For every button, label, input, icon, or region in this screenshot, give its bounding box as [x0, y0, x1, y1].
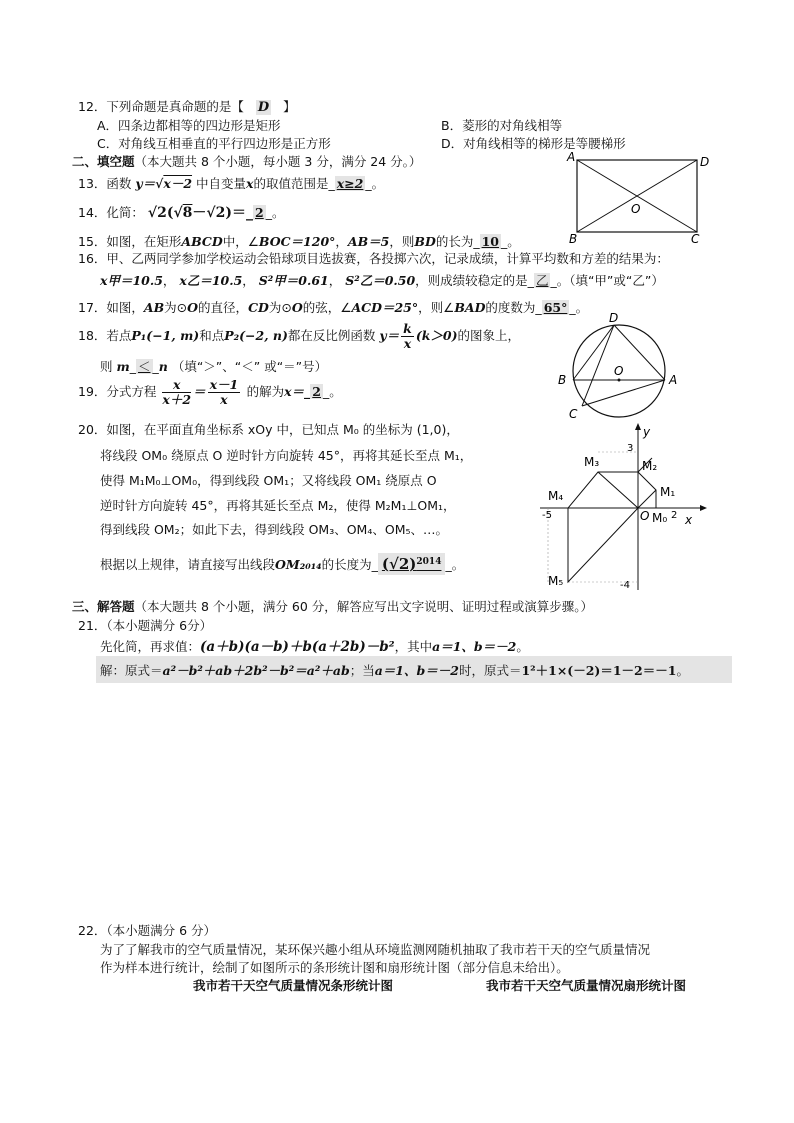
- q19-left-num: x: [162, 378, 191, 393]
- q22-pie-chart-title: 我市若干天空气质量情况扇形统计图: [486, 978, 687, 993]
- q20-line5: 得到线段 OM₂；如此下去，得到线段 OM₃、OM₄、OM₅、…。: [100, 522, 448, 537]
- q16-line1: 16．甲、乙两同学参加学校运动会铅球项目选拔赛，各投掷六次，记录成绩，计算平均数和方差的结果为：: [78, 251, 669, 266]
- rect-label-c: C: [691, 232, 700, 246]
- q18-mid: 和点: [199, 328, 225, 343]
- q19-answer: 2: [312, 384, 321, 399]
- q13-mid: 中自变量: [196, 176, 247, 191]
- q19-x: x＝_: [284, 384, 311, 399]
- q18-p2: P₂(−2, n): [224, 328, 288, 343]
- q20-answer: [378, 553, 446, 575]
- q13-var: x: [246, 176, 254, 191]
- q19: [78, 378, 342, 407]
- q19-left-fraction: [162, 378, 191, 407]
- q18-fraction: [401, 322, 414, 351]
- q12-option-b: B．菱形的对角线相等: [441, 118, 563, 133]
- q19-right-fraction: [208, 378, 241, 407]
- q21-sol6: 。: [676, 663, 689, 678]
- q18-n: n: [158, 359, 168, 374]
- q21-sol4: 时，原式＝: [458, 663, 522, 678]
- origin-label: O: [640, 509, 650, 523]
- q15-mid4: 的长为_: [435, 234, 480, 249]
- q21-head: 21．（本小题满分 6分）: [78, 618, 213, 633]
- q12-option-a: A．四条边都相等的四边形是矩形: [97, 118, 281, 133]
- q12-stem: [78, 97, 296, 115]
- q18-frac-num: k: [403, 321, 412, 336]
- q14-expr: √2(√8－√2)＝_: [147, 205, 253, 221]
- q18-line1: [78, 322, 520, 351]
- q17-mid2: 的直径，: [198, 300, 249, 315]
- q12-stem-text: 12．下列命题是真命题的是【: [78, 99, 244, 114]
- q21-post: 。: [516, 639, 529, 654]
- q14: [78, 202, 284, 222]
- q19-right-num: x－1: [209, 377, 239, 392]
- label-m1: M₁: [660, 485, 676, 499]
- q20-answer-exp: 2014: [416, 556, 442, 567]
- q21-sol2: ；当: [349, 663, 375, 678]
- q20-line1: 20．如图，在平面直角坐标系 xOy 中，已知点 M₀ 的坐标为 (1,0)，: [78, 422, 459, 437]
- q12-option-c: C．对角线互相垂直的平行四边形是正方形: [97, 136, 331, 151]
- label-m0: M₀: [652, 511, 668, 525]
- q17-cd: CD: [248, 300, 269, 315]
- rect-label-o: O: [631, 202, 641, 216]
- q19-left-den: x＋2: [162, 392, 192, 407]
- rect-label-b: B: [569, 232, 578, 246]
- y-axis-arrow: [635, 423, 641, 430]
- q13-function: y＝√x－2: [135, 176, 193, 191]
- circle-label-o: O: [614, 364, 624, 378]
- q15-pre: 15．如图，在矩形: [78, 234, 182, 249]
- q22-head: 22．（本小题满分 6 分）: [78, 923, 217, 938]
- q16-s2: S²乙＝0.50: [345, 273, 416, 288]
- q16-x1: x甲＝10.5: [100, 273, 163, 288]
- q19-equation: $\frac{x}{x+2}$ ＝ $\frac{x-1}{x}$: [162, 377, 239, 407]
- circle-label-d: D: [609, 311, 619, 325]
- q12-close: 】: [283, 99, 296, 114]
- q17: [78, 298, 588, 316]
- q14-post: _。: [265, 205, 285, 220]
- q15-ab: AB＝5: [347, 234, 390, 249]
- label-m3: M₃: [584, 455, 600, 469]
- q17-post: _。: [569, 300, 589, 315]
- segment-om1: [638, 490, 656, 508]
- q16-post: _。（填“甲”或“乙”）: [550, 273, 664, 288]
- q18-cond: (k＞0): [415, 328, 458, 343]
- q14-answer: 2: [255, 205, 264, 220]
- q12-answer: D: [257, 100, 270, 115]
- section3-title: 三、解答题: [72, 599, 135, 614]
- q20-line2: 将线段 OM₀ 绕原点 O 逆时针方向旋转 45°，再将其延长至点 M₁，: [100, 448, 473, 463]
- q20-l6-mid: 的长度为_: [321, 557, 378, 572]
- q19-pre: 19．分式方程: [78, 384, 157, 399]
- circle-figure: [552, 308, 692, 423]
- q21-solution: [96, 656, 732, 683]
- section2-heading: [72, 152, 421, 170]
- axis-label-y: y: [643, 425, 651, 439]
- q15-mid: 中，∠: [222, 234, 259, 249]
- q19-mid: 的解为: [246, 384, 285, 399]
- circle-label-c: C: [569, 407, 578, 421]
- q17-answer: 65°: [543, 300, 568, 315]
- q16-line2: x甲＝10.5， x乙＝10.5， S²甲＝0.61， S²乙＝0.50，则成绩较稳定的是_ 乙 _。（填“甲”或“乙”）: [100, 273, 664, 288]
- section3-heading: [72, 597, 593, 615]
- q15-angle: BOC＝120°: [258, 234, 336, 249]
- q21-cond: a＝1、b＝－2: [432, 639, 517, 654]
- q21-sol1: a²－b²＋ab＋2b²－b²＝a²＋ab: [162, 663, 350, 678]
- q15: [78, 232, 520, 250]
- center-dot: [618, 379, 621, 382]
- q17-ab: AB: [143, 300, 165, 315]
- q17-mid3: 为⊙: [268, 300, 292, 315]
- spiral-path: [568, 472, 656, 582]
- q21-pre: 先化简，再求值：: [100, 639, 201, 654]
- rect-label-a: A: [567, 150, 576, 164]
- axis-label-x: x: [685, 513, 693, 527]
- q21-expr: (a＋b)(a－b)＋b(a＋2b)－b²: [200, 639, 395, 655]
- tick-3: 3: [627, 443, 634, 454]
- q16-mid: ，则成绩较稳定的是_: [415, 273, 534, 288]
- q12-option-d: D．对角线相等的梯形是等腰梯形: [441, 136, 626, 151]
- q20-l6-pre: 根据以上规律，请直接写出线段: [100, 557, 276, 572]
- q17-acd: ACD＝25°: [351, 300, 419, 315]
- q21-sol5: 1²＋1×(－2)＝1－2＝－1: [521, 663, 677, 678]
- q15-rect: ABCD: [181, 234, 223, 249]
- q15-post: _。: [500, 234, 520, 249]
- q17-bad: BAD: [454, 300, 486, 315]
- q18-pre: 18．若点: [78, 328, 132, 343]
- segment-om3: [598, 472, 638, 508]
- q21-problem: [100, 635, 529, 655]
- q17-mid: 为⊙: [164, 300, 188, 315]
- q14-pre: 14．化简：: [78, 205, 144, 220]
- q19-post: _。: [323, 384, 342, 399]
- q16-s1: S²甲＝0.61: [258, 273, 329, 288]
- q20-line6: [100, 553, 464, 575]
- q22-line1: 为了了解我市的空气质量情况，某环保兴趣小组从环境监测网随机抽取了我市若干天的空气质量情况: [100, 942, 651, 957]
- q15-bd: BD: [414, 234, 436, 249]
- q17-mid6: 的度数为_: [485, 300, 542, 315]
- q20-post: _。: [445, 557, 465, 572]
- label-m5: M₅: [548, 574, 564, 588]
- section2-desc: （本大题共 8 个小题，每小题 3 分，满分 24 分。）: [134, 154, 422, 169]
- q16-answer: 乙: [535, 273, 549, 288]
- q15-answer: 10: [481, 234, 499, 249]
- label-m4: M₄: [548, 489, 564, 503]
- q16-x2: x乙＝10.5: [179, 273, 243, 288]
- q17-mid4: 的弦，∠: [302, 300, 352, 315]
- q18-frac-den: x: [403, 336, 412, 351]
- chord-cd: [582, 325, 614, 406]
- q13-pre: 13．函数: [78, 176, 132, 191]
- q18-mid2: 都在反比例函数: [287, 328, 376, 343]
- q13-mid2: 的取值范围是_: [253, 176, 335, 191]
- q22-bar-chart-title: 我市若干天空气质量情况条形统计图: [193, 978, 394, 993]
- x-axis-arrow: [700, 505, 707, 511]
- q17-o1: O: [187, 300, 199, 315]
- tick-m5: -5: [542, 510, 552, 521]
- q18-p1: P₁(−1, m): [131, 328, 200, 343]
- q21-mid: ，其中: [394, 639, 433, 654]
- q17-pre: 17．如图，: [78, 300, 144, 315]
- q20-line3: 使得 M₁M₀⊥OM₀，得到线段 OM₁；又将线段 OM₁ 绕原点 O: [100, 473, 437, 488]
- q17-o2: O: [291, 300, 303, 315]
- q18-line2-pre: 则: [100, 359, 113, 374]
- q21-solution-line: [100, 661, 689, 679]
- q18-m: m: [116, 359, 130, 374]
- q17-mid5: ，则∠: [418, 300, 455, 315]
- q21-sol-label: 解：原式＝: [100, 663, 163, 678]
- q18-answer: ＜: [137, 359, 151, 374]
- q20-answer-base: (√2): [381, 555, 417, 573]
- label-m2: M₂: [642, 459, 658, 473]
- tick-2: 2: [671, 510, 678, 521]
- q13: [78, 174, 384, 192]
- q15-mid3: ，则: [389, 234, 415, 249]
- q18-line2-post: （填“＞”、“＜” 或“＝”号）: [171, 359, 328, 374]
- q18-function: y＝ $\frac{k}{x}$: [379, 321, 412, 351]
- q15-mid2: ，: [335, 234, 348, 249]
- circle-label-b: B: [558, 373, 567, 387]
- q21-sol3: a＝1、b＝－2: [374, 663, 459, 678]
- section2-title: 二、填空题: [72, 154, 135, 169]
- coordinate-figure: [540, 422, 710, 592]
- q20-om: OM₂₀₁₄: [275, 557, 322, 572]
- q13-answer: x≥2: [336, 176, 364, 191]
- section3-desc: （本大题共 8 个小题，满分 60 分，解答应写出文字说明、证明过程或演算步骤。）: [134, 599, 594, 614]
- q20-line4: 逆时针方向旋转 45°，再将其延长至点 M₂，使得 M₂M₁⊥OM₁，: [100, 498, 456, 513]
- q22-line2: 作为样本进行统计，绘制了如图所示的条形统计图和扇形统计图（部分信息未给出）。: [100, 960, 569, 975]
- q18-mid3: 的图象上，: [457, 328, 521, 343]
- q19-right-den: x: [220, 392, 228, 407]
- rect-label-d: D: [700, 155, 710, 169]
- tick-m4: -4: [620, 580, 630, 591]
- q13-post: _。: [365, 176, 385, 191]
- rectangle-figure: [565, 150, 715, 250]
- circle-label-a: A: [669, 373, 678, 387]
- q18-line2: 则 m_ ＜ _n （填“＞”、“＜” 或“＝”号）: [100, 359, 328, 374]
